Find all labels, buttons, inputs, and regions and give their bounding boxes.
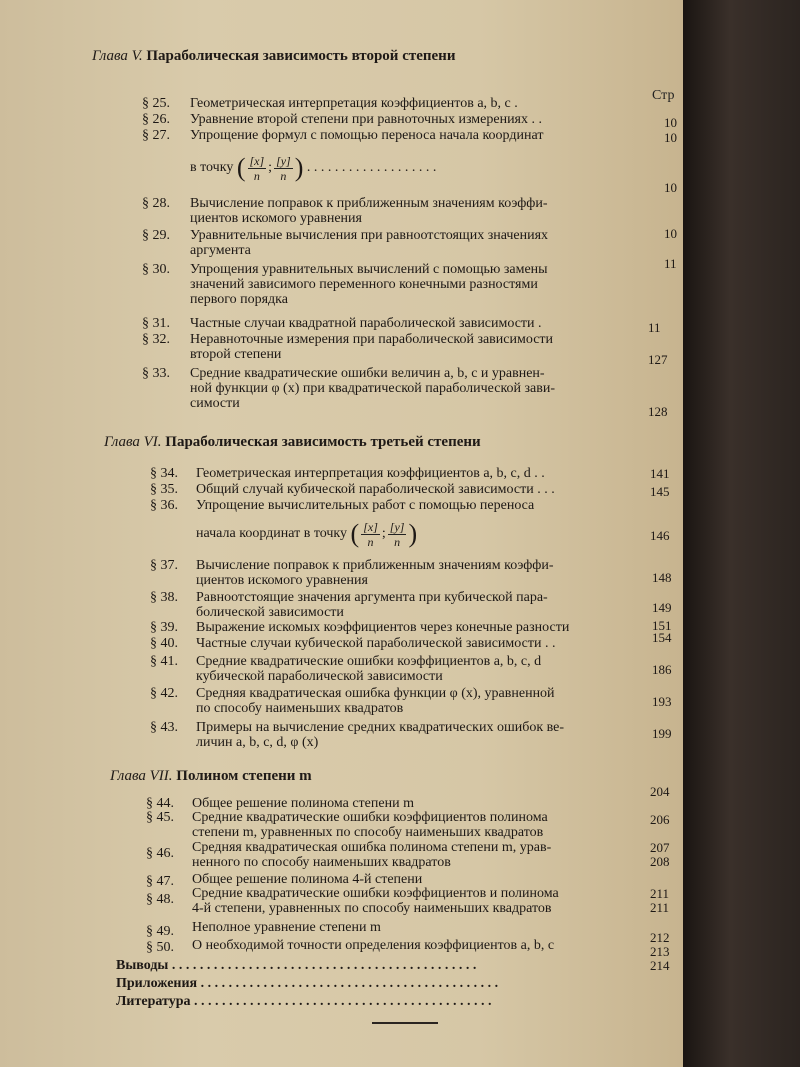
page-number: 211 bbox=[650, 900, 670, 915]
page-number: 10 bbox=[664, 130, 677, 145]
page-number: 214 bbox=[650, 958, 670, 973]
toc-entry: Вычисление поправок к приближенным значениям коэффи- циентов искомого уравнения bbox=[190, 196, 548, 226]
section-number: § 40. bbox=[150, 636, 178, 651]
section-number: § 32. bbox=[142, 332, 170, 347]
page-number: 204 bbox=[650, 784, 670, 799]
section-number: § 25. bbox=[142, 96, 170, 111]
toc-entry-formula: в точку ( $\frac{[x]}{n}$ ; $\frac{[y]}{n}$ ) . . . . . . . . . . . . . . . . . . . bbox=[190, 153, 437, 183]
page-number: 151 bbox=[652, 618, 672, 633]
page-number: 208 bbox=[650, 854, 670, 869]
page-number: 207 bbox=[650, 840, 670, 855]
chapter-number: Глава VI. bbox=[104, 434, 162, 450]
toc-entry: Средняя квадратическая ошибка функции φ (x), уравненной по способу наименьших квадратов bbox=[196, 686, 555, 716]
toc-entry: О необходимой точности определения коэффициентов a, b, c bbox=[192, 938, 555, 953]
chapter-title: Полином степени m bbox=[176, 768, 312, 784]
summary-conclusions: Выводы . . . . . . . . . . . . . . . . . . . . . . . . . . . . . . . . . . . . . . . . . . . . bbox=[116, 958, 477, 973]
toc-entry: Выражение искомых коэффициентов через конечные разности bbox=[196, 620, 570, 635]
page-number: 193 bbox=[652, 694, 672, 709]
toc-entry: Уравнительные вычисления при равноотстоящих значениях аргумента bbox=[190, 228, 549, 258]
section-number: § 34. bbox=[150, 466, 178, 481]
page-number: 11 bbox=[648, 320, 661, 335]
toc-entry: Геометрическая интерпретация коэффициентов a, b, c . bbox=[190, 96, 518, 111]
toc-entry: Средние квадратические ошибки коэффициентов полинома степени m, уравненных по способу наименьших квадратов bbox=[192, 810, 548, 840]
section-number: § 47. bbox=[146, 874, 174, 889]
chapter-6-heading bbox=[104, 434, 481, 451]
toc-entry: Неравноточные измерения при параболической зависимости второй степени bbox=[190, 332, 554, 362]
section-number: § 35. bbox=[150, 482, 178, 497]
section-number: § 48. bbox=[146, 892, 174, 907]
chapter-7-heading bbox=[110, 768, 312, 785]
section-number: § 31. bbox=[142, 316, 170, 331]
page-number: 10 bbox=[664, 226, 677, 241]
page-number: 146 bbox=[650, 528, 670, 543]
toc-entry: Средние квадратические ошибки коэффициентов a, b, c, d кубической параболической зависимости bbox=[196, 654, 542, 684]
toc-entry: Общее решение полинома степени m bbox=[192, 796, 414, 811]
toc-entry: Общее решение полинома 4-й степени bbox=[192, 872, 423, 887]
toc-entry: Частные случаи квадратной параболической зависимости . bbox=[190, 316, 542, 331]
fraction-y: $\frac{[y]}{n}$ bbox=[276, 153, 291, 183]
chapter-title: Параболическая зависимость второй степени bbox=[146, 48, 456, 64]
page-number: 148 bbox=[652, 570, 672, 585]
page-column-header: Стр bbox=[652, 88, 675, 103]
toc-entry: Упрощение вычислительных работ с помощью переноса bbox=[196, 498, 535, 513]
page-number: 149 bbox=[652, 600, 672, 615]
chapter-number: Глава V. bbox=[92, 48, 143, 64]
toc-entry: Геометрическая интерпретация коэффициентов a, b, c, d . . bbox=[196, 466, 545, 481]
toc-entry-formula: начала координат в точку ( $\frac{[x]}{n}$ ; $\frac{[y]}{n}$ ) bbox=[196, 519, 418, 549]
summary-appendices: Приложения . . . . . . . . . . . . . . . . . . . . . . . . . . . . . . . . . . . . . . . . . . . bbox=[116, 976, 499, 991]
page-number: 154 bbox=[652, 630, 672, 645]
toc-entry: Упрощения уравнительных вычислений с помощью замены значений зависимого переменного конечными разностями первого порядка bbox=[190, 262, 548, 307]
toc-entry: Неполное уравнение степени m bbox=[192, 920, 381, 935]
page-number: 211 bbox=[650, 886, 670, 901]
page-number: 141 bbox=[650, 466, 670, 481]
page-number: 213 bbox=[650, 944, 670, 959]
toc-entry: Общий случай кубической параболической зависимости . . . bbox=[196, 482, 555, 497]
background-shadow bbox=[683, 0, 800, 1067]
divider-rule bbox=[372, 1022, 438, 1024]
toc-entry: Вычисление поправок к приближенным значениям коэффи- циентов искомого уравнения bbox=[196, 558, 554, 588]
section-number: § 33. bbox=[142, 366, 170, 381]
fraction-y: $\frac{[y]}{n}$ bbox=[389, 519, 405, 549]
chapter-number: Глава VII. bbox=[110, 768, 173, 784]
page-number: 145 bbox=[650, 484, 670, 499]
page-number: 11 bbox=[664, 256, 677, 271]
section-number: § 42. bbox=[150, 686, 178, 701]
page-number: 10 bbox=[664, 115, 677, 130]
fraction-x: $\frac{[x]}{n}$ bbox=[363, 519, 378, 549]
summary-literature: Литература . . . . . . . . . . . . . . . . . . . . . . . . . . . . . . . . . . . . . . . . . . . bbox=[116, 994, 492, 1009]
section-number: § 43. bbox=[150, 720, 178, 735]
page-number: 186 bbox=[652, 662, 672, 677]
page-number: 10 bbox=[664, 180, 677, 195]
toc-entry: Равноотстоящие значения аргумента при кубической пара- болической зависимости bbox=[196, 590, 548, 620]
toc-entry: Средние квадратические ошибки величин a, b, c и уравнен- ной функции φ (x) при квадратической параболической зави- симости bbox=[190, 366, 556, 411]
toc-entry: Средняя квадратическая ошибка полинома степени m, урав- ненного по способу наименьших квадратов bbox=[192, 840, 552, 870]
section-number: § 28. bbox=[142, 196, 170, 211]
section-number: § 37. bbox=[150, 558, 178, 573]
chapter-5-heading bbox=[92, 48, 455, 65]
section-number: § 45. bbox=[146, 810, 174, 825]
section-number: § 39. bbox=[150, 620, 178, 635]
section-number: § 50. bbox=[146, 940, 174, 955]
toc-entry: Примеры на вычисление средних квадратических ошибок ве- личин a, b, c, d, φ (x) bbox=[196, 720, 565, 750]
page-number: 206 bbox=[650, 812, 670, 827]
page-number: 127 bbox=[648, 352, 668, 367]
section-number: § 36. bbox=[150, 498, 178, 513]
page-number: 128 bbox=[648, 404, 668, 419]
toc-entry: Средние квадратические ошибки коэффициентов и полинома 4-й степени, уравненных по способу наименьших квадратов bbox=[192, 886, 559, 916]
section-number: § 46. bbox=[146, 846, 174, 861]
toc-entry: Частные случаи кубической параболической зависимости . . bbox=[196, 636, 556, 651]
toc-entry: Уравнение второй степени при равноточных измерениях . . bbox=[190, 112, 542, 127]
section-number: § 26. bbox=[142, 112, 170, 127]
fraction-x: $\frac{[x]}{n}$ bbox=[249, 153, 265, 183]
section-number: § 38. bbox=[150, 590, 178, 605]
section-number: § 27. bbox=[142, 128, 170, 143]
section-number: § 41. bbox=[150, 654, 178, 669]
toc-entry: Упрощение формул с помощью переноса начала координат bbox=[190, 128, 544, 143]
section-number: § 29. bbox=[142, 228, 170, 243]
page-number: 212 bbox=[650, 930, 670, 945]
chapter-title: Параболическая зависимость третьей степени bbox=[165, 434, 481, 450]
page-number: 199 bbox=[652, 726, 672, 741]
section-number: § 49. bbox=[146, 924, 174, 939]
section-number: § 30. bbox=[142, 262, 170, 277]
section-number: § 44. bbox=[146, 796, 174, 811]
